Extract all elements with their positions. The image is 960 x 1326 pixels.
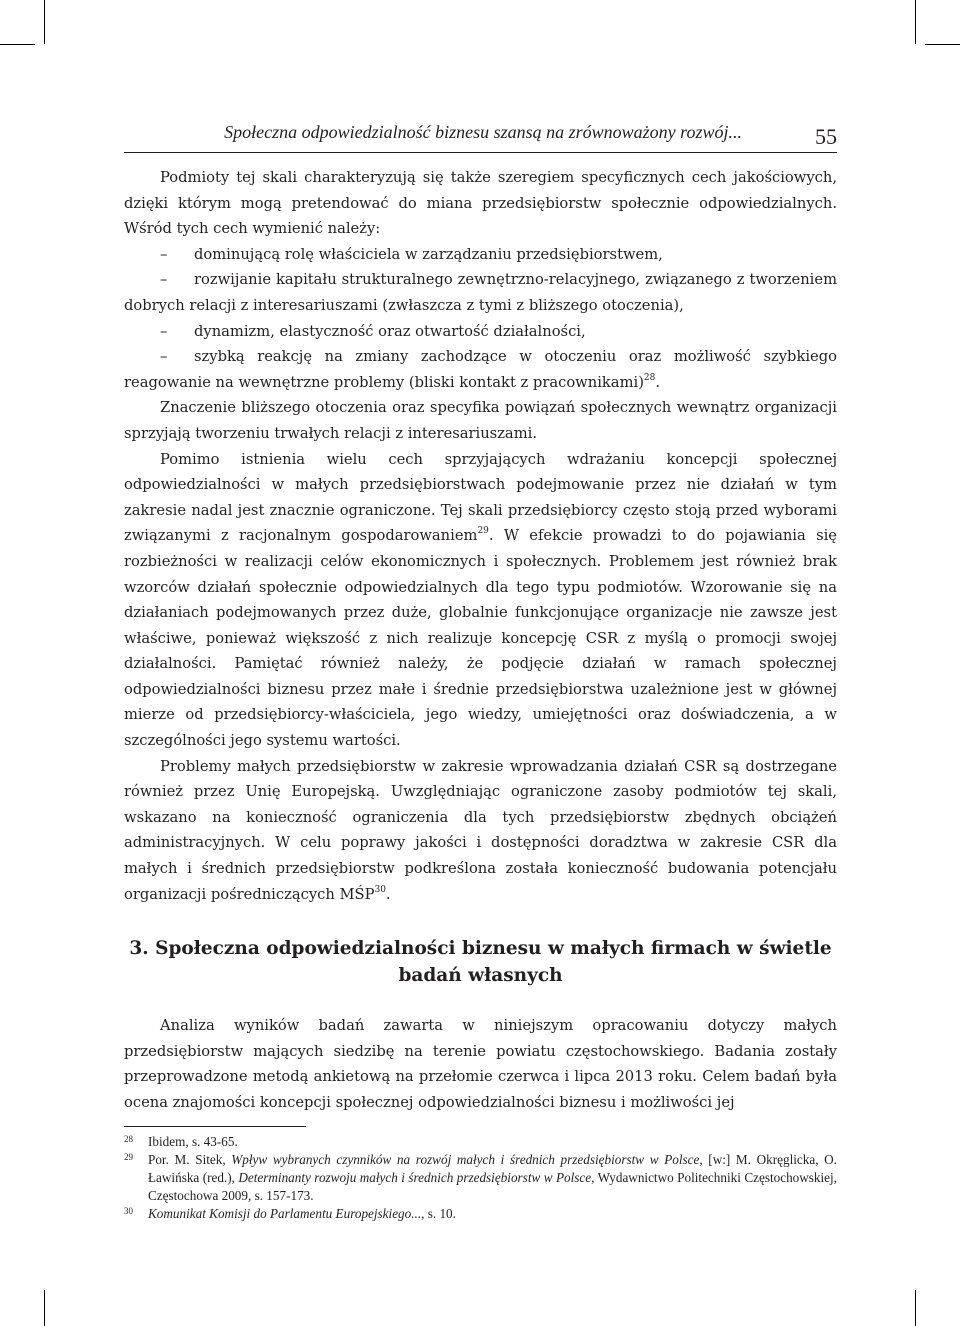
- list-dash: –: [160, 271, 168, 289]
- section-body: [124, 1013, 837, 1115]
- footnotes: [124, 1133, 837, 1223]
- list-dash: –: [160, 322, 168, 340]
- list-dash: –: [160, 348, 168, 366]
- footnote-separator: [124, 1126, 306, 1127]
- crop-mark-top-right-vertical: [915, 0, 916, 44]
- bullet-list: [124, 242, 837, 396]
- crop-mark-top-left-vertical: [44, 0, 45, 44]
- list-item: – dominującą rolę właściciela w zarządzaniu przedsiębiorstwem,: [124, 242, 837, 268]
- paragraph: Problemy małych przedsiębiorstw w zakresie wprowadzania działań CSR są dostrzegane również przez Unię Europejską. Uwzględniając ograniczone zasoby podmiotów tej skali, wskazano na konieczność ograniczenia dla tych przedsiębiorstw zbędnych obciążeń administracyjnych. W celu poprawy jakości i dostępności doradztwa w zakresie CSR dla małych i średnich przedsiębiorstw podkreślona została konieczność budowania potencjału organizacji pośredniczących MŚP$^{30}$.: [124, 757, 837, 903]
- footnote-number: 28: [124, 1134, 133, 1144]
- crop-mark-bottom-left-vertical: [44, 1290, 45, 1326]
- section-heading: 3. Społeczna odpowiedzialności biznesu w małych firmach w świetle badań własnych: [129, 938, 832, 986]
- crop-mark-top-right-horizontal: [925, 44, 960, 45]
- running-header: [124, 118, 837, 153]
- crop-mark-bottom-right-vertical: [915, 1290, 916, 1326]
- footnote: 28 Ibidem, s. 43-65.: [124, 1133, 837, 1151]
- list-item: – dynamizm, elastyczność oraz otwartość działalności,: [124, 319, 837, 345]
- paragraph: Znaczenie bliższego otoczenia oraz specyfika powiązań społecznych wewnątrz organizacji sprzyjają tworzeniu trwałych relacji z interesariuszami.: [124, 399, 837, 442]
- list-item: – rozwijanie kapitału strukturalnego zewnętrzno-relacyjnego, związanego z tworzeniem dobrych relacji z interesariuszami (zwłaszcza z tymi z bliższego otoczenia),: [124, 267, 837, 318]
- paragraph: Pomimo istnienia wielu cech sprzyjających wdrażaniu koncepcji społecznej odpowiedzialności w małych przedsiębiorstwach podejmowanie przez nie działań w tym zakresie nadal jest znacznie ograniczone. Tej skali przedsiębiorcy często stoją przed wyborami związanymi z racjonalnym gospodarowaniem$^{29}$. W efekcie prowadzi to do pojawiania się rozbieżności w realizacji celów ekonomicznych i społecznych. Problemem jest również brak wzorców działań społecznie odpowiedzialnych dla tego typu podmiotów. Wzorowanie się na działaniach podejmowanych przez duże, globalnie funkcjonujące organizacje nie zawsze jest właściwe, ponieważ większość z nich realizuje koncepcję CSR z myślą o promocji swojej działalności. Pamiętać również należy, że podjęcie działań w ramach społecznej odpowiedzialności biznesu przez małe i średnie przedsiębiorstwa uzależnione jest w głównej mierze od przedsiębiorcy-właściciela, jego wiedzy, umiejętności oraz doświadczenia, a w szczególności jego systemu wartości.: [124, 450, 837, 750]
- footnote-ref[interactable]: 29: [477, 526, 489, 537]
- list-dash: –: [160, 245, 168, 263]
- paragraph: Analiza wyników badań zawarta w niniejszym opracowaniu dotyczy małych przedsiębiorstw mających siedzibę na terenie powiatu częstochowskiego. Badania zostały przeprowadzone metodą ankietową na przełomie czerwca i lipca 2013 roku. Celem badań była ocena znajomości koncepcji społecznej odpowiedzialności biznesu i możliwości jej: [124, 1017, 837, 1111]
- crop-mark-top-left-horizontal: [0, 44, 35, 45]
- running-title: Społeczna odpowiedzialność biznesu szansą na zrównoważony rozwój...: [224, 122, 742, 142]
- page-number: 55: [815, 124, 837, 149]
- footnote: 29 Por. M. Sitek, Wpływ wybranych czynników na rozwój małych i średnich przedsiębiorstw w Polsce, [w:] M. Okręglicka, O. Ławińska (red.), Determinanty rozwoju małych i średnich przedsiębiorstw w Polsce, Wydawnictwo Politechniki Częstochowskiej, Częstochowa 2009, s. 157-173.: [124, 1151, 837, 1205]
- footnote-ref[interactable]: 28: [643, 372, 656, 383]
- body-text: [124, 165, 837, 907]
- footnote-number: 29: [124, 1152, 133, 1162]
- footnote: 30 Komunikat Komisji do Parlamentu Europejskiego..., s. 10.: [124, 1205, 837, 1223]
- footnote-number: 30: [124, 1206, 133, 1216]
- paragraph: Podmioty tej skali charakteryzują się także szeregiem specyficznych cech jakościowych, dzięki którym mogą pretendować do miana przedsiębiorstw społecznie odpowiedzialnych. Wśród tych cech wymienić należy:: [124, 169, 837, 238]
- list-item: – szybką reakcję na zmiany zachodzące w otoczeniu oraz możliwość szybkiego reagowanie na wewnętrzne problemy (bliski kontakt z pracownikami)$^{28}$.: [124, 344, 837, 395]
- footnote-ref[interactable]: 30: [374, 884, 386, 895]
